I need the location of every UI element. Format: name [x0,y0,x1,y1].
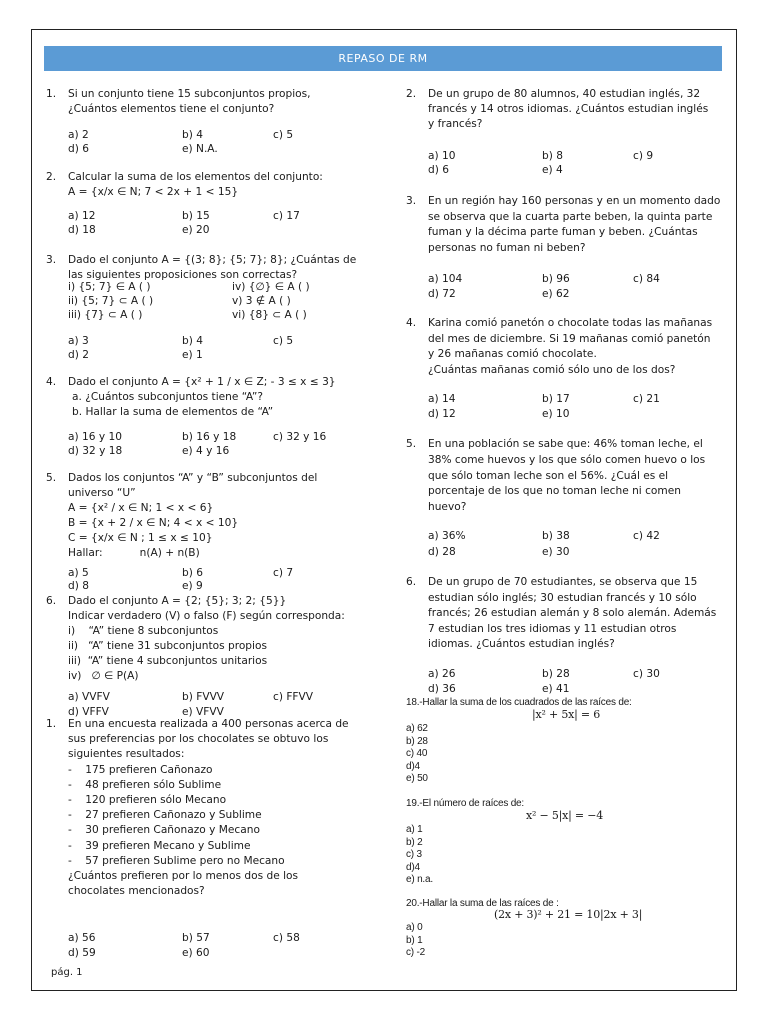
option-d: d) 28 [428,546,456,558]
question-text: De un grupo de 70 estudiantes, se observa que 15 [428,576,698,588]
option-c: c) 58 [273,932,300,944]
option-a: a) 2 [68,129,89,141]
option-c: c) 32 y 16 [273,431,327,443]
question-text: idiomas. ¿Cuántos estudian inglés? [428,638,615,650]
option-d: d) 18 [68,224,96,236]
question-text: iii) “A” tiene 4 subconjuntos unitarios [68,655,268,667]
list-item: - 120 prefieren sólo Mecano [68,794,227,807]
option-b: b) 17 [542,393,570,405]
question-number: 1. [46,88,57,100]
question-text: francés y 14 otros idiomas. ¿Cuántos estudian inglés [428,103,709,115]
question-text: Hallar: n(A) + n(B) [68,547,200,559]
option-e: e) 50 [406,773,428,784]
option-d: d) 8 [68,580,89,592]
question-number: 5. [46,472,57,484]
option-a: a) 0 [406,922,423,933]
option-b: b) 4 [182,129,203,141]
option-a: a) 56 [68,932,96,944]
option-c: c) 9 [633,150,654,162]
option-d: d) 32 y 18 [68,445,123,457]
option-a: a) 5 [68,567,89,579]
question-19 [406,798,712,885]
option-c: c) 5 [273,335,294,347]
question-text: y francés? [428,118,483,130]
question-number: 4. [406,317,417,329]
option-a: a) 104 [428,273,463,285]
option-b: b) 38 [542,530,570,542]
option-a: a) 62 [406,723,428,734]
question-text: huevo? [428,501,467,514]
option-d: d)4 [406,861,420,873]
equation: x² − 5|x| = −4 [526,809,604,822]
question-text: Dado el conjunto A = {x² + 1 / x ∈ Z; - 3 ≤ x ≤ 3} [68,376,336,388]
question-text: De un grupo de 80 alumnos, 40 estudian inglés, 32 [428,88,701,100]
option-c: c) 40 [406,748,428,759]
question-number: 2. [406,88,417,100]
option-c: c) 5 [273,129,294,141]
question-text: chocolates mencionados? [68,885,205,898]
option-e: e) 1 [182,349,203,361]
question-text: En una población se sabe que: 46% toman leche, el [428,438,703,450]
equation: |x² + 5x| = 6 [532,708,601,721]
question-text: sus preferencias por los chocolates se obtuvo los [68,733,329,746]
question-text: francés; 26 estudian alemán y 8 solo alemán. Además [428,607,717,619]
option-e: e) 41 [542,683,570,695]
option-c: c) -2 [406,947,426,958]
question-number: 6. [406,576,417,588]
question-text: porcentaje de los que no toman leche ni comen [428,485,681,498]
option-e: e) 9 [182,580,203,592]
option-b: b) 15 [182,210,210,222]
question-number: 4. [46,376,57,388]
option-a: a) 14 [428,393,456,405]
option-c: c) FFVV [273,691,314,703]
option-e: e) 4 [542,164,563,176]
option-d: d) 2 [68,349,89,361]
option-e: e) 62 [542,288,570,300]
question-text: estudian sólo inglés; 30 estudian francés y 10 sólo [428,591,697,604]
option-c: c) 30 [633,668,660,680]
question-number: 1. [46,718,57,730]
option-b: b) FVVV [182,691,225,703]
list-item: - 48 prefieren sólo Sublime [68,778,222,791]
page-number: pág. 1 [51,967,83,978]
question-text: que sólo toman leche son el 56%. ¿Cuál es el [428,469,669,482]
option-b: b) 16 y 18 [182,431,237,443]
option-d: d) 6 [68,143,89,155]
proposition-iii: iii) {7} ⊂ A ( ) [68,309,143,321]
option-b: b) 28 [406,735,428,747]
option-b: b) 57 [182,932,210,944]
option-a: a) 1 [406,824,423,835]
proposition-v: v) 3 ∉ A ( ) [232,295,291,307]
question-number: 6. [46,595,57,607]
option-d: d) 12 [428,408,456,420]
question-text: ¿Cuántas mañanas comió sólo uno de los dos? [428,363,676,376]
proposition-iv: iv) {∅} ∈ A ( ) [232,281,310,293]
option-c: c) 84 [633,273,660,285]
question-text: Dados los conjuntos “A” y “B” subconjuntos del [68,472,318,484]
option-e: e) 60 [182,947,210,959]
question-text: Calcular la suma de los elementos del conjunto: [68,171,323,183]
equation: (2x + 3)² + 21 = 10|2x + 3| [494,908,643,921]
option-c: c) 21 [633,393,660,405]
option-a: a) 36% [428,530,466,542]
question-text: b. Hallar la suma de elementos de “A” [72,406,274,418]
option-e: e) VFVV [182,706,224,718]
option-a: a) 16 y 10 [68,431,122,443]
list-item: - 39 prefieren Mecano y Sublime [68,839,251,852]
option-e: e) 4 y 16 [182,445,230,457]
question-text: las siguientes proposiciones son correctas? [68,269,298,281]
option-a: a) 3 [68,335,89,347]
proposition-vi: vi) {8} ⊂ A ( ) [232,309,307,321]
question-text: Dado el conjunto A = {(3; 8}; {5; 7}; 8}; ¿Cuántas de [68,254,357,266]
question-number: 5. [406,438,417,450]
option-a: a) 10 [428,150,456,162]
option-b: b) 8 [542,150,563,162]
option-d: d) 59 [68,947,96,959]
question-text: fuman y la décima parte fuman y beben. ¿Cuántas [428,226,698,238]
option-a: a) 26 [428,668,456,680]
option-c: c) 7 [273,567,294,579]
option-b: b) 2 [406,836,423,848]
option-b: b) 96 [542,273,570,285]
question-text: En un región hay 160 personas y en un momento dado [428,195,721,207]
question-text: se observa que la cuarta parte beben, la quinta parte [428,210,713,223]
question-text: y 26 mañanas comió chocolate. [428,348,597,360]
list-item: - 175 prefieren Cañonazo [68,763,213,776]
option-c: c) 17 [273,210,300,222]
question-text: 20.-Hallar la suma de las raíces de : [406,898,559,909]
question-text: i) “A” tiene 8 subconjuntos [68,625,219,637]
question-text: A = {x/x ∈ N; 7 < 2x + 1 < 15} [68,186,239,198]
option-d: d) VFFV [68,706,109,718]
question-text: ¿Cuántos elementos tiene el conjunto? [68,103,275,115]
question-text: Dado el conjunto A = {2; {5}; 3; 2; {5}} [68,595,287,607]
question-text: a. ¿Cuántos subconjuntos tiene “A”? [72,391,263,403]
proposition-i: i) {5; 7} ∈ A ( ) [68,281,151,293]
option-e: e) N.A. [182,143,218,155]
question-text: del mes de diciembre. Si 19 mañanas comió panetón [428,332,711,345]
option-a: a) 12 [68,210,96,222]
list-item: - 30 prefieren Cañonazo y Mecano [68,824,260,837]
question-text: A = {x² / x ∈ N; 1 < x < 6} [68,502,214,514]
option-b: b) 28 [542,668,570,680]
option-b: b) 1 [406,934,423,946]
option-e: e) n.a. [406,874,433,885]
option-e: e) 20 [182,224,210,236]
question-text: 38% come huevos y los que sólo comen huevo o los [428,453,706,466]
option-b: b) 6 [182,567,203,579]
question-text: 18.-Hallar la suma de los cuadrados de las raíces de: [406,697,632,708]
question-text: 19.-El número de raíces de: [406,798,524,809]
question-text: C = {x/x ∈ N ; 1 ≤ x ≤ 10} [68,532,213,544]
option-a: a) VVFV [68,691,110,703]
question-text: B = {x + 2 / x ∈ N; 4 < x < 10} [68,517,239,529]
question-number: 3. [406,195,417,207]
option-b: b) 4 [182,335,203,347]
question-text: ¿Cuántos prefieren por lo menos dos de los [68,870,299,883]
option-d: d) 72 [428,288,456,300]
question-text: Karina comió panetón o chocolate todas las mañanas [428,317,713,329]
option-e: e) 10 [542,408,570,420]
list-item: - 57 prefieren Sublime pero no Mecano [68,854,285,867]
question-text: siguientes resultados: [68,748,185,761]
question-text: universo “U” [68,487,136,499]
question-18 [406,697,712,784]
question-number: 2. [46,171,57,183]
question-text: En una encuesta realizada a 400 personas acerca de [68,718,349,730]
proposition-ii: ii) {5; 7} ⊂ A ( ) [68,295,154,307]
list-item: - 27 prefieren Cañonazo y Sublime [68,809,262,822]
question-text: iv) ∅ ∈ P(A) [68,670,139,682]
option-c: c) 42 [633,530,660,542]
option-d: d) 6 [428,164,449,176]
question-text: 7 estudian los tres idiomas y 11 estudian otros [428,622,677,635]
option-e: e) 30 [542,546,570,558]
question-text: ii) “A” tiene 31 subconjuntos propios [68,640,267,652]
option-d: d)4 [406,760,420,772]
option-c: c) 3 [406,849,422,860]
option-d: d) 36 [428,683,456,695]
page-banner: REPASO DE RM [44,46,722,71]
question-text: Si un conjunto tiene 15 subconjuntos propios, [68,88,311,100]
question-20 [406,898,712,958]
question-text: Indicar verdadero (V) o falso (F) según corresponda: [68,610,345,622]
question-text: personas no fuman ni beben? [428,241,586,254]
question-number: 3. [46,254,57,266]
